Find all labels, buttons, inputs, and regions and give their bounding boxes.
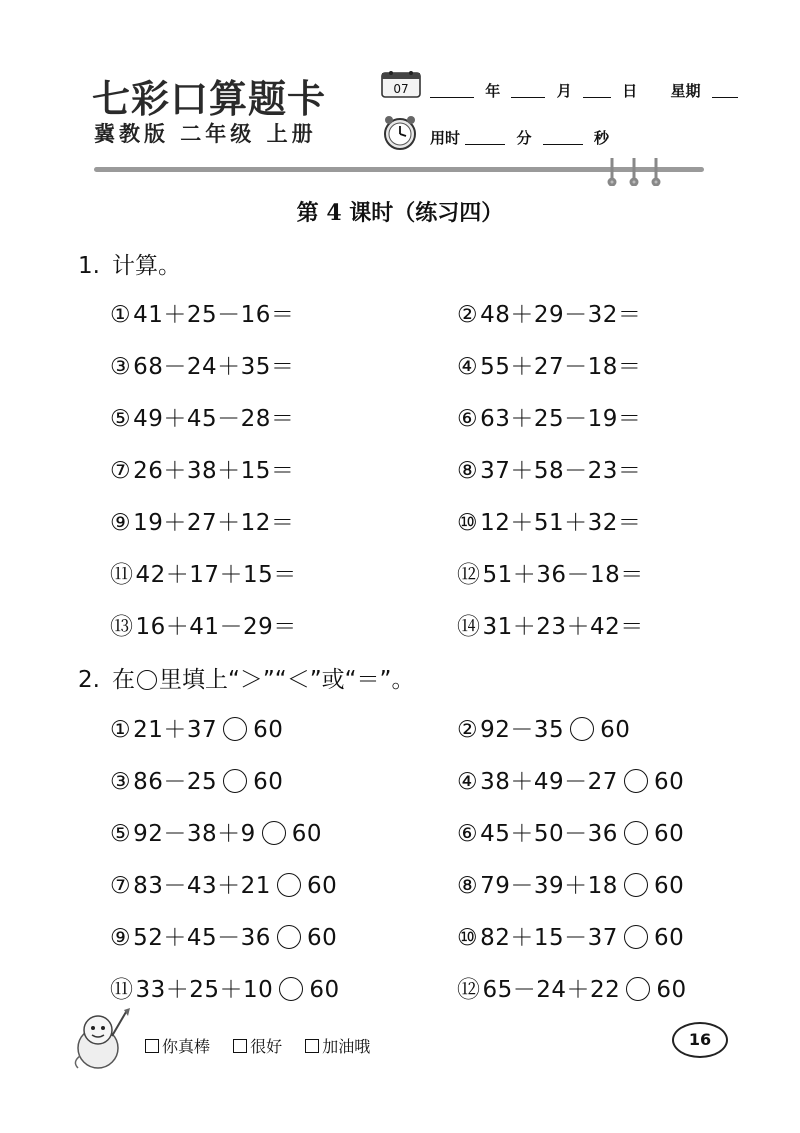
month-blank[interactable] [511,97,545,98]
calc-problem-1: ①41＋25－16＝ [110,302,295,328]
calc-problem-13: ⑬16＋41－29＝ [110,614,297,640]
minute-blank[interactable] [465,144,505,145]
calc-problem-10: ⑩12＋51＋32＝ [457,510,642,536]
answer-circle[interactable] [624,821,648,845]
day-blank[interactable] [583,97,611,98]
answer-circle[interactable] [624,769,648,793]
checkbox-icon [233,1039,247,1053]
answer-circle[interactable] [277,925,301,949]
edition-subtitle: 冀教版 二年级 上册 [94,122,317,146]
calc-problem-9: ⑨19＋27＋12＝ [110,510,295,536]
calc-problem-8: ⑧37＋58－23＝ [457,458,642,484]
answer-circle[interactable] [624,873,648,897]
answer-circle[interactable] [277,873,301,897]
answer-circle[interactable] [624,925,648,949]
option-keep-trying[interactable]: 加油哦 [305,1037,370,1056]
date-fill-row: 年 月 日 星期 [430,80,738,101]
compare-problem-11: ⑪33＋25＋10 60 [110,977,340,1003]
answer-circle[interactable] [262,821,286,845]
section-2-title: 2. 在 里填上“＞”“＜”或“＝”。 [78,667,415,693]
page-number: 16 [672,1022,728,1058]
compare-problem-10: ⑩82＋15－37 60 [457,925,685,951]
answer-circle[interactable] [279,977,303,1001]
alarm-clock-icon [381,114,419,152]
blank-circle-icon [137,670,157,690]
compare-problem-3: ③86－25 60 [110,769,284,795]
calc-problem-6: ⑥63＋25－19＝ [457,406,642,432]
calc-problem-2: ②48＋29－32＝ [457,302,642,328]
self-assessment-options [145,1034,388,1057]
weekday-blank[interactable] [712,97,738,98]
answer-circle[interactable] [223,717,247,741]
compare-problem-9: ⑨52＋45－36 60 [110,925,338,951]
checkbox-icon [145,1039,159,1053]
lesson-title: 第 4 课时（练习四） [296,200,504,226]
section-1-title: 1. 计算。 [78,253,181,279]
calc-problem-7: ⑦26＋38＋15＝ [110,458,295,484]
compare-problem-7: ⑦83－43＋21 60 [110,873,338,899]
checkbox-icon [305,1039,319,1053]
calc-problem-3: ③68－24＋35＝ [110,354,295,380]
second-blank[interactable] [543,144,583,145]
compare-problem-6: ⑥45＋50－36 60 [457,821,685,847]
time-fill-row: 用时 分 秒 [430,129,609,147]
calendar-icon [381,70,421,98]
compare-problem-12: ⑫65－24＋22 60 [457,977,687,1003]
calc-problem-12: ⑫51＋36－18＝ [457,562,644,588]
compare-problem-2: ②92－35 60 [457,717,631,743]
brand-title: 七彩口算题卡 [92,76,327,121]
answer-circle[interactable] [570,717,594,741]
calc-problem-5: ⑤49＋45－28＝ [110,406,295,432]
compare-problem-5: ⑤92－38＋9 60 [110,821,323,847]
answer-circle[interactable] [223,769,247,793]
calendar-day: 07 [393,82,409,96]
compare-problem-4: ④38＋49－27 60 [457,769,685,795]
calc-problem-11: ⑪42＋17＋15＝ [110,562,297,588]
year-blank[interactable] [430,97,474,98]
compare-problem-1: ①21＋37 60 [110,717,284,743]
mascot-illustration-icon [66,1006,136,1072]
answer-circle[interactable] [626,977,650,1001]
binder-rings-icon [604,156,664,186]
option-great[interactable]: 你真棒 [145,1037,210,1056]
compare-problem-8: ⑧79－39＋18 60 [457,873,685,899]
calc-problem-4: ④55＋27－18＝ [457,354,642,380]
option-good[interactable]: 很好 [233,1037,282,1056]
calc-problem-14: ⑭31＋23＋42＝ [457,614,644,640]
